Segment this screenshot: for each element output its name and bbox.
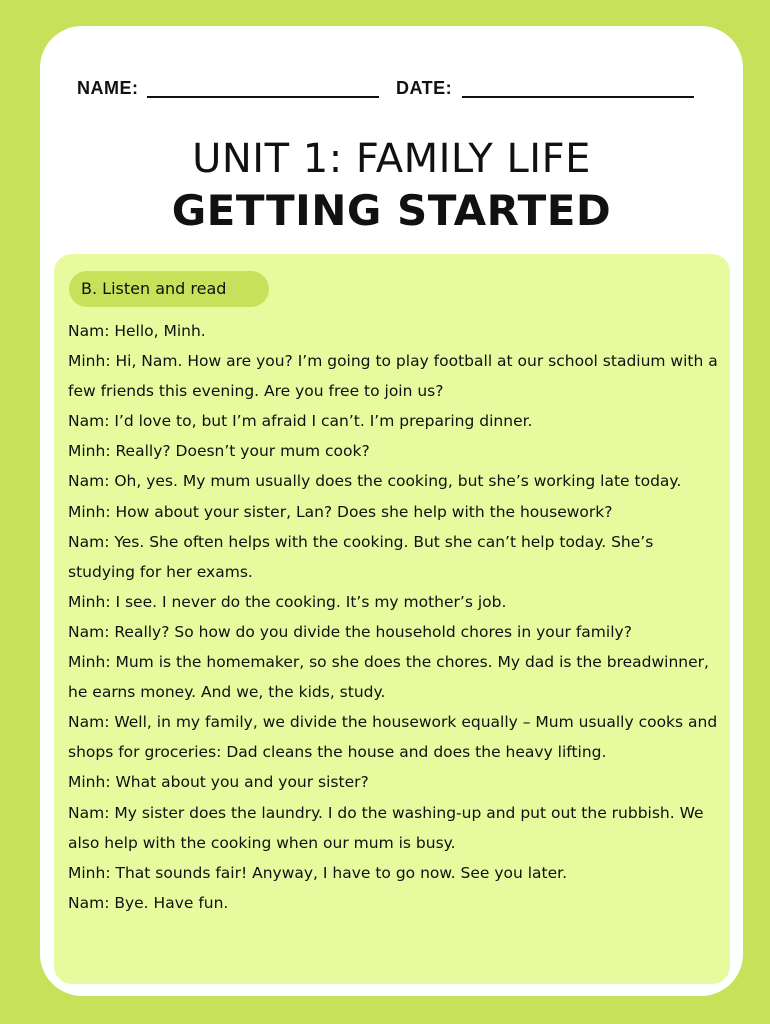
dialogue-line: Minh: Mum is the homemaker, so she does the chores. My dad is the breadwinner, he earns money. And we, the kids, study. <box>68 653 709 702</box>
exercise-panel <box>54 254 730 984</box>
dialogue-line: Minh: How about your sister, Lan? Does she help with the housework? <box>68 502 613 521</box>
dialogue-line: Minh: What about you and your sister? <box>68 773 369 792</box>
date-line <box>462 96 694 98</box>
dialogue-line: Nam: Yes. She often helps with the cooking. But she can’t help today. She’s studying for her exams. <box>68 532 654 581</box>
dialogue-line: Nam: Well, in my family, we divide the housework equally – Mum usually cooks and shops for groceries: Dad cleans the house and does the heavy lifting. <box>68 713 718 762</box>
dialogue-line: Nam: Bye. Have fun. <box>68 893 229 912</box>
dialogue <box>68 316 718 918</box>
dialogue-line: Minh: Hi, Nam. How are you? I’m going to play football at our school stadium with a few friends this evening. Are you free to join us? <box>68 352 718 401</box>
dialogue-line: Minh: I see. I never do the cooking. It’s my mother’s job. <box>68 592 507 611</box>
exercise-label: B. Listen and read <box>69 271 269 307</box>
dialogue-line: Nam: Hello, Minh. <box>68 322 206 340</box>
dialogue-line: Nam: My sister does the laundry. I do the washing-up and put out the rubbish. We also help with the cooking when our mum is busy. <box>68 803 704 852</box>
date-label: DATE: <box>396 78 453 98</box>
unit-title: UNIT 1: FAMILY LIFE <box>192 136 591 182</box>
dialogue-line: Minh: Really? Doesn’t your mum cook? <box>68 442 370 461</box>
dialogue-line: Nam: I’d love to, but I’m afraid I can’t. I’m preparing dinner. <box>68 412 533 431</box>
dialogue-line: Nam: Really? So how do you divide the household chores in your family? <box>68 622 632 641</box>
section-title: GETTING STARTED <box>171 186 612 235</box>
name-label: NAME: <box>77 78 139 98</box>
dialogue-line: Nam: Oh, yes. My mum usually does the cooking, but she’s working late today. <box>68 472 682 491</box>
name-line <box>147 96 379 98</box>
dialogue-line: Minh: That sounds fair! Anyway, I have to go now. See you later. <box>68 863 568 882</box>
worksheet <box>40 26 743 996</box>
